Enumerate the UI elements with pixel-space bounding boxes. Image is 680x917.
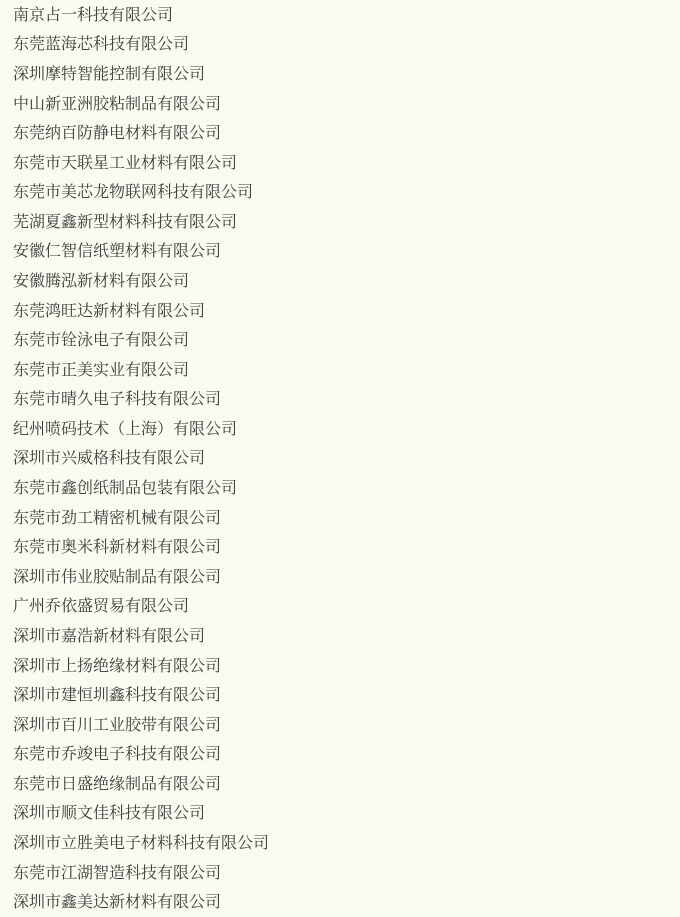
- company-name: 东莞蓝海芯科技有限公司: [13, 34, 190, 54]
- company-list-item: [0, 769, 680, 799]
- company-name: 东莞市乔竣电子科技有限公司: [13, 744, 222, 764]
- company-list-item: [0, 118, 680, 148]
- company-name: 东莞市正美实业有限公司: [13, 359, 190, 379]
- company-name: 芜湖夏鑫新型材料科技有限公司: [13, 211, 238, 231]
- company-name: 深圳市立胜美电子材料科技有限公司: [13, 832, 270, 852]
- company-list-item: [0, 385, 680, 415]
- company-list-item: [0, 355, 680, 385]
- company-list-item: [0, 799, 680, 829]
- company-list-item: [0, 414, 680, 444]
- company-name: 深圳市顺文佳科技有限公司: [13, 803, 206, 823]
- company-name: 东莞鸿旺达新材料有限公司: [13, 300, 206, 320]
- company-list-item: [0, 739, 680, 769]
- company-name: 深圳市百川工业胶带有限公司: [13, 714, 222, 734]
- company-list-item: [0, 30, 680, 60]
- company-list-item: [0, 266, 680, 296]
- company-name: 深圳摩特智能控制有限公司: [13, 63, 206, 83]
- company-name: 东莞市铨泳电子有限公司: [13, 330, 190, 350]
- company-list-item: [0, 828, 680, 858]
- company-list-item: [0, 296, 680, 326]
- company-list-item: [0, 592, 680, 622]
- company-name: 南京占一科技有限公司: [13, 4, 174, 24]
- company-name: 东莞市晴久电子科技有限公司: [13, 389, 222, 409]
- company-list-item: [0, 59, 680, 89]
- company-list-item: [0, 680, 680, 710]
- company-name: 纪州喷码技术（上海）有限公司: [13, 418, 238, 438]
- company-list-item: [0, 0, 680, 30]
- company-name: 深圳市伟业胶贴制品有限公司: [13, 566, 222, 586]
- company-list-item: [0, 207, 680, 237]
- company-name: 东莞市江湖智造科技有限公司: [13, 862, 222, 882]
- company-list-item: [0, 651, 680, 681]
- company-name: 东莞纳百防静电材料有限公司: [13, 123, 222, 143]
- company-name: 深圳市建恒圳鑫科技有限公司: [13, 685, 222, 705]
- company-name: 安徽腾泓新材料有限公司: [13, 270, 190, 290]
- company-list-item: [0, 444, 680, 474]
- company-list-item: [0, 621, 680, 651]
- company-name: 东莞市日盛绝缘制品有限公司: [13, 773, 222, 793]
- company-name: 深圳市鑫美达新材料有限公司: [13, 892, 222, 912]
- company-list-item: [0, 710, 680, 740]
- company-list-item: [0, 473, 680, 503]
- company-name: 深圳市上扬绝缘材料有限公司: [13, 655, 222, 675]
- company-list-item: [0, 325, 680, 355]
- company-name: 东莞市劲工精密机械有限公司: [13, 507, 222, 527]
- company-name: 安徽仁智信纸塑材料有限公司: [13, 241, 222, 261]
- company-name: 东莞市天联星工业材料有限公司: [13, 152, 238, 172]
- company-name: 东莞市奥米科新材料有限公司: [13, 537, 222, 557]
- company-list-item: [0, 237, 680, 267]
- company-list-item: [0, 177, 680, 207]
- company-list-item: [0, 503, 680, 533]
- company-list-item: [0, 89, 680, 119]
- company-list-item: [0, 887, 680, 917]
- company-list-item: [0, 858, 680, 888]
- company-name: 深圳市兴威格科技有限公司: [13, 448, 206, 468]
- company-name: 广州乔依盛贸易有限公司: [13, 596, 190, 616]
- company-name: 中山新亚洲胶粘制品有限公司: [13, 93, 222, 113]
- company-name: 东莞市美芯龙物联网科技有限公司: [13, 182, 254, 202]
- company-list-item: [0, 532, 680, 562]
- company-list-item: [0, 562, 680, 592]
- company-name: 深圳市嘉浩新材料有限公司: [13, 625, 206, 645]
- company-name: 东莞市鑫创纸制品包装有限公司: [13, 478, 238, 498]
- company-list-item: [0, 148, 680, 178]
